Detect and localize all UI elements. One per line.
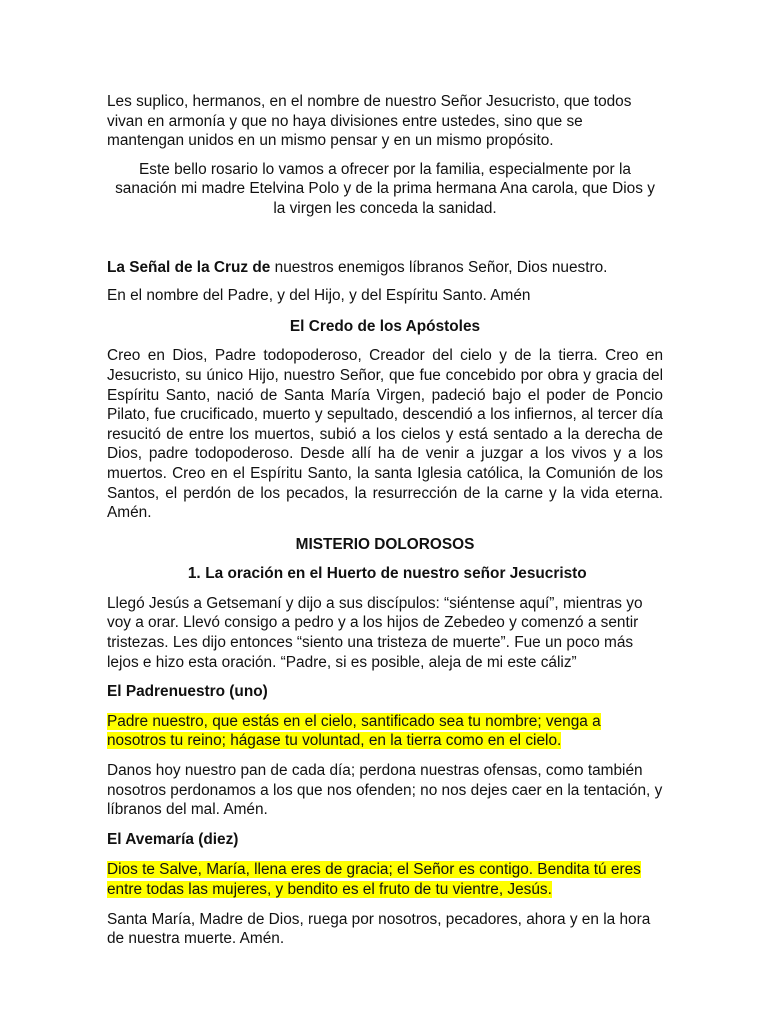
padrenuestro-part1-highlight: Padre nuestro, que estás en el cielo, santificado sea tu nombre; venga a nosotros tu reino; hágase tu voluntad, en la tierra como en el cielo. xyxy=(107,712,601,750)
padrenuestro-heading: El Padrenuestro (uno) xyxy=(107,683,268,701)
credo-heading: El Credo de los Apóstoles xyxy=(289,317,481,335)
avemaria-part1-highlight: Dios te Salve, María, llena eres de gracia; el Señor es contigo. Bendita tú eres entre todas las mujeres, y bendito es el fruto de tu vientre, Jesús. xyxy=(107,861,641,898)
padrenuestro-part2: Danos hoy nuestro pan de cada día; perdona nuestras ofensas, como también nosotros perdonamos a los que nos ofenden; no nos dejes caer en la tentación, y líbranos del mal. Amén. xyxy=(107,762,663,819)
senal-cruz-label: La Señal de la Cruz de xyxy=(107,258,271,276)
mystery-1-heading xyxy=(107,564,663,584)
avemaria-heading: El Avemaría (diez) xyxy=(107,830,239,848)
misterio-heading: MISTERIO DOLOROSOS xyxy=(295,535,475,553)
document-page xyxy=(107,92,663,949)
padrenuestro-part1 xyxy=(107,712,663,751)
mystery-1-number: 1. xyxy=(187,565,201,583)
avemaria-part1 xyxy=(107,860,663,899)
senal-cruz-paragraph xyxy=(107,258,663,278)
en-el-nombre-paragraph: En el nombre del Padre, y del Hijo, y del Espíritu Santo. Amén xyxy=(107,287,531,305)
senal-cruz-text: nuestros enemigos líbranos Señor, Dios nuestro. xyxy=(270,258,608,276)
oracion-paragraph: Llegó Jesús a Getsemaní y dijo a sus discípulos: “siéntense aquí”, mientras yo voy a orar. Llevó consigo a pedro y a los hijos de Zebedeo y comenzó a sentir tristezas. Les dijo entonces “siento una tristeza de muerte”. Fue un poco más lejos e hizo esta oración. “Padre, si es posible, aleja de mi este cáliz” xyxy=(107,594,643,671)
dedication-paragraph: Este bello rosario lo vamos a ofrecer por la familia, especialmente por la sanación mi madre Etelvina Polo y de la prima hermana Ana carola, que Dios y la virgen les conceda la sanidad. xyxy=(115,160,655,217)
avemaria-part2: Santa María, Madre de Dios, ruega por nosotros, pecadores, ahora y en la hora de nuestra muerte. Amén. xyxy=(107,910,651,948)
intro-paragraph: Les suplico, hermanos, en el nombre de nuestro Señor Jesucristo, que todos vivan en armonía y que no haya divisiones entre ustedes, sino que se mantengan unidos en un mismo pensar y en un mismo propósito. xyxy=(107,93,632,150)
credo-paragraph: Creo en Dios, Padre todopoderoso, Creador del cielo y de la tierra. Creo en Jesucristo, su único Hijo, nuestro Señor, que fue concebido por obra y gracia del Espíritu Santo, nació de Santa María Virgen, padeció bajo el poder de Poncio Pilato, fue crucificado, muerto y sepultado, descendió a los infiernos, al tercer día resucitó de entre los muertos, subió a los cielos y está sentado a la derecha de Dios, padre todopoderoso. Desde allí ha de venir a juzgar a los vivos y a los muertos. Creo en el Espíritu Santo, la santa Iglesia católica, la Comunión de los Santos, el perdón de los pecados, la resurrección de la carne y la vida eterna. Amén. xyxy=(107,347,663,522)
mystery-1-title: La oración en el Huerto de nuestro señor Jesucristo xyxy=(205,565,587,583)
